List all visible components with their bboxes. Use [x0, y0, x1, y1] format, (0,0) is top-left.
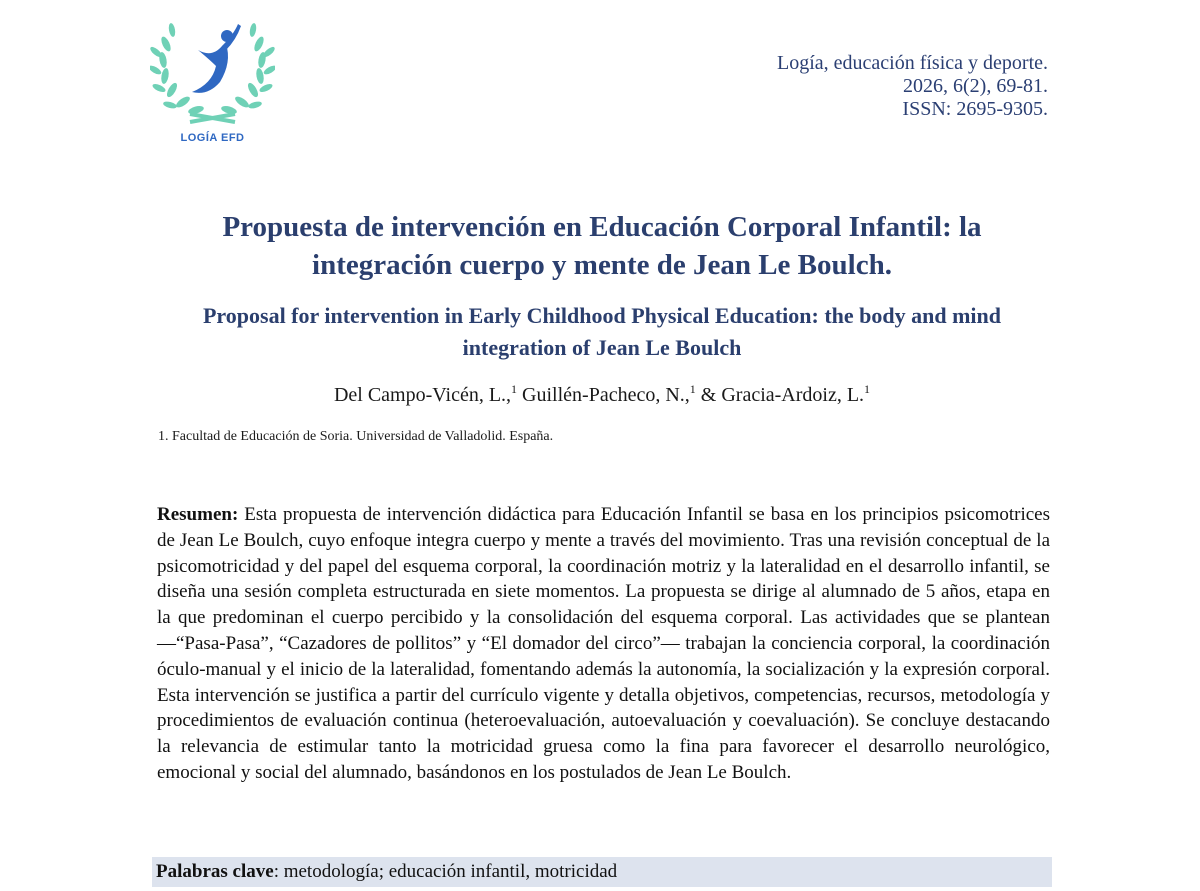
journal-logo [150, 10, 275, 150]
journal-info [777, 52, 1048, 121]
title-spanish: Propuesta de intervención en Educación Corporal Infantil: la integración cuerpo y mente de Jean Le Boulch. [222, 211, 982, 281]
authors-line [150, 381, 1054, 409]
journal-issn: ISSN: 2695-9305. [902, 98, 1048, 120]
affiliation: 1. Facultad de Educación de Soria. Universidad de Valladolid. España. [158, 429, 554, 444]
title-english: Proposal for intervention in Early Childhood Physical Education: the body and mind integration of Jean Le Boulch [202, 303, 1002, 360]
abstract-text: Esta propuesta de intervención didáctica para Educación Infantil se basa en los principios psicomotrices de Jean Le Boulch, cuyo enfoque integra cuerpo y mente a través del movimiento. Tras una revisión conceptual de la psicomotricidad y del papel del esquema corporal, la coordinación motriz y la lateralidad en el desarrollo infantil, se diseña una sesión completa estructurada en siete momentos. La propuesta se dirige al alumnado de 5 años, etapa en la que predominan el cuerpo percibido y la consolidación del esquema corporal. Las actividades que se plantean —“Pasa-Pasa”, “Cazadores de pollitos” y “El domador del circo”— trabajan la conciencia corporal, la coordinación óculo-manual y el inicio de la lateralidad, fomentando además la autonomía, la socialización y la expresión corporal. Esta intervención se justifica a partir del currículo vigente y detalla objetivos, competencias, recursos, metodología y procedimientos de evaluación continua (heteroevaluación, autoevaluación y coevaluación). Se concluye destacando la relevancia de estimular tanto la motricidad gruesa como la fina para favorecer el desarrollo neurológico, emocional y social del alumnado, basándonos en los postulados de Jean Le Boulch. [157, 504, 1051, 783]
author-3: & Gracia-Ardoiz, L.$^1$ [700, 382, 871, 406]
abstract-label: Resumen: [157, 504, 239, 525]
logo-text: LOGÍA EFD [180, 132, 245, 144]
keywords-label: Palabras clave [156, 861, 274, 882]
author-2: Guillén-Pacheco, N.,$^1$ [522, 382, 696, 406]
keywords-bar [152, 857, 1052, 887]
author-1: Del Campo-Vicén, L.,$^1$ [333, 382, 518, 406]
abstract [157, 502, 1050, 786]
keywords-text: : metodología; educación infantil, motricidad [273, 861, 618, 882]
journal-volume: 2026, 6(2), 69-81. [903, 75, 1048, 97]
laurel-figure-icon [150, 10, 275, 132]
journal-name: Logía, educación física y deporte. [777, 52, 1048, 74]
